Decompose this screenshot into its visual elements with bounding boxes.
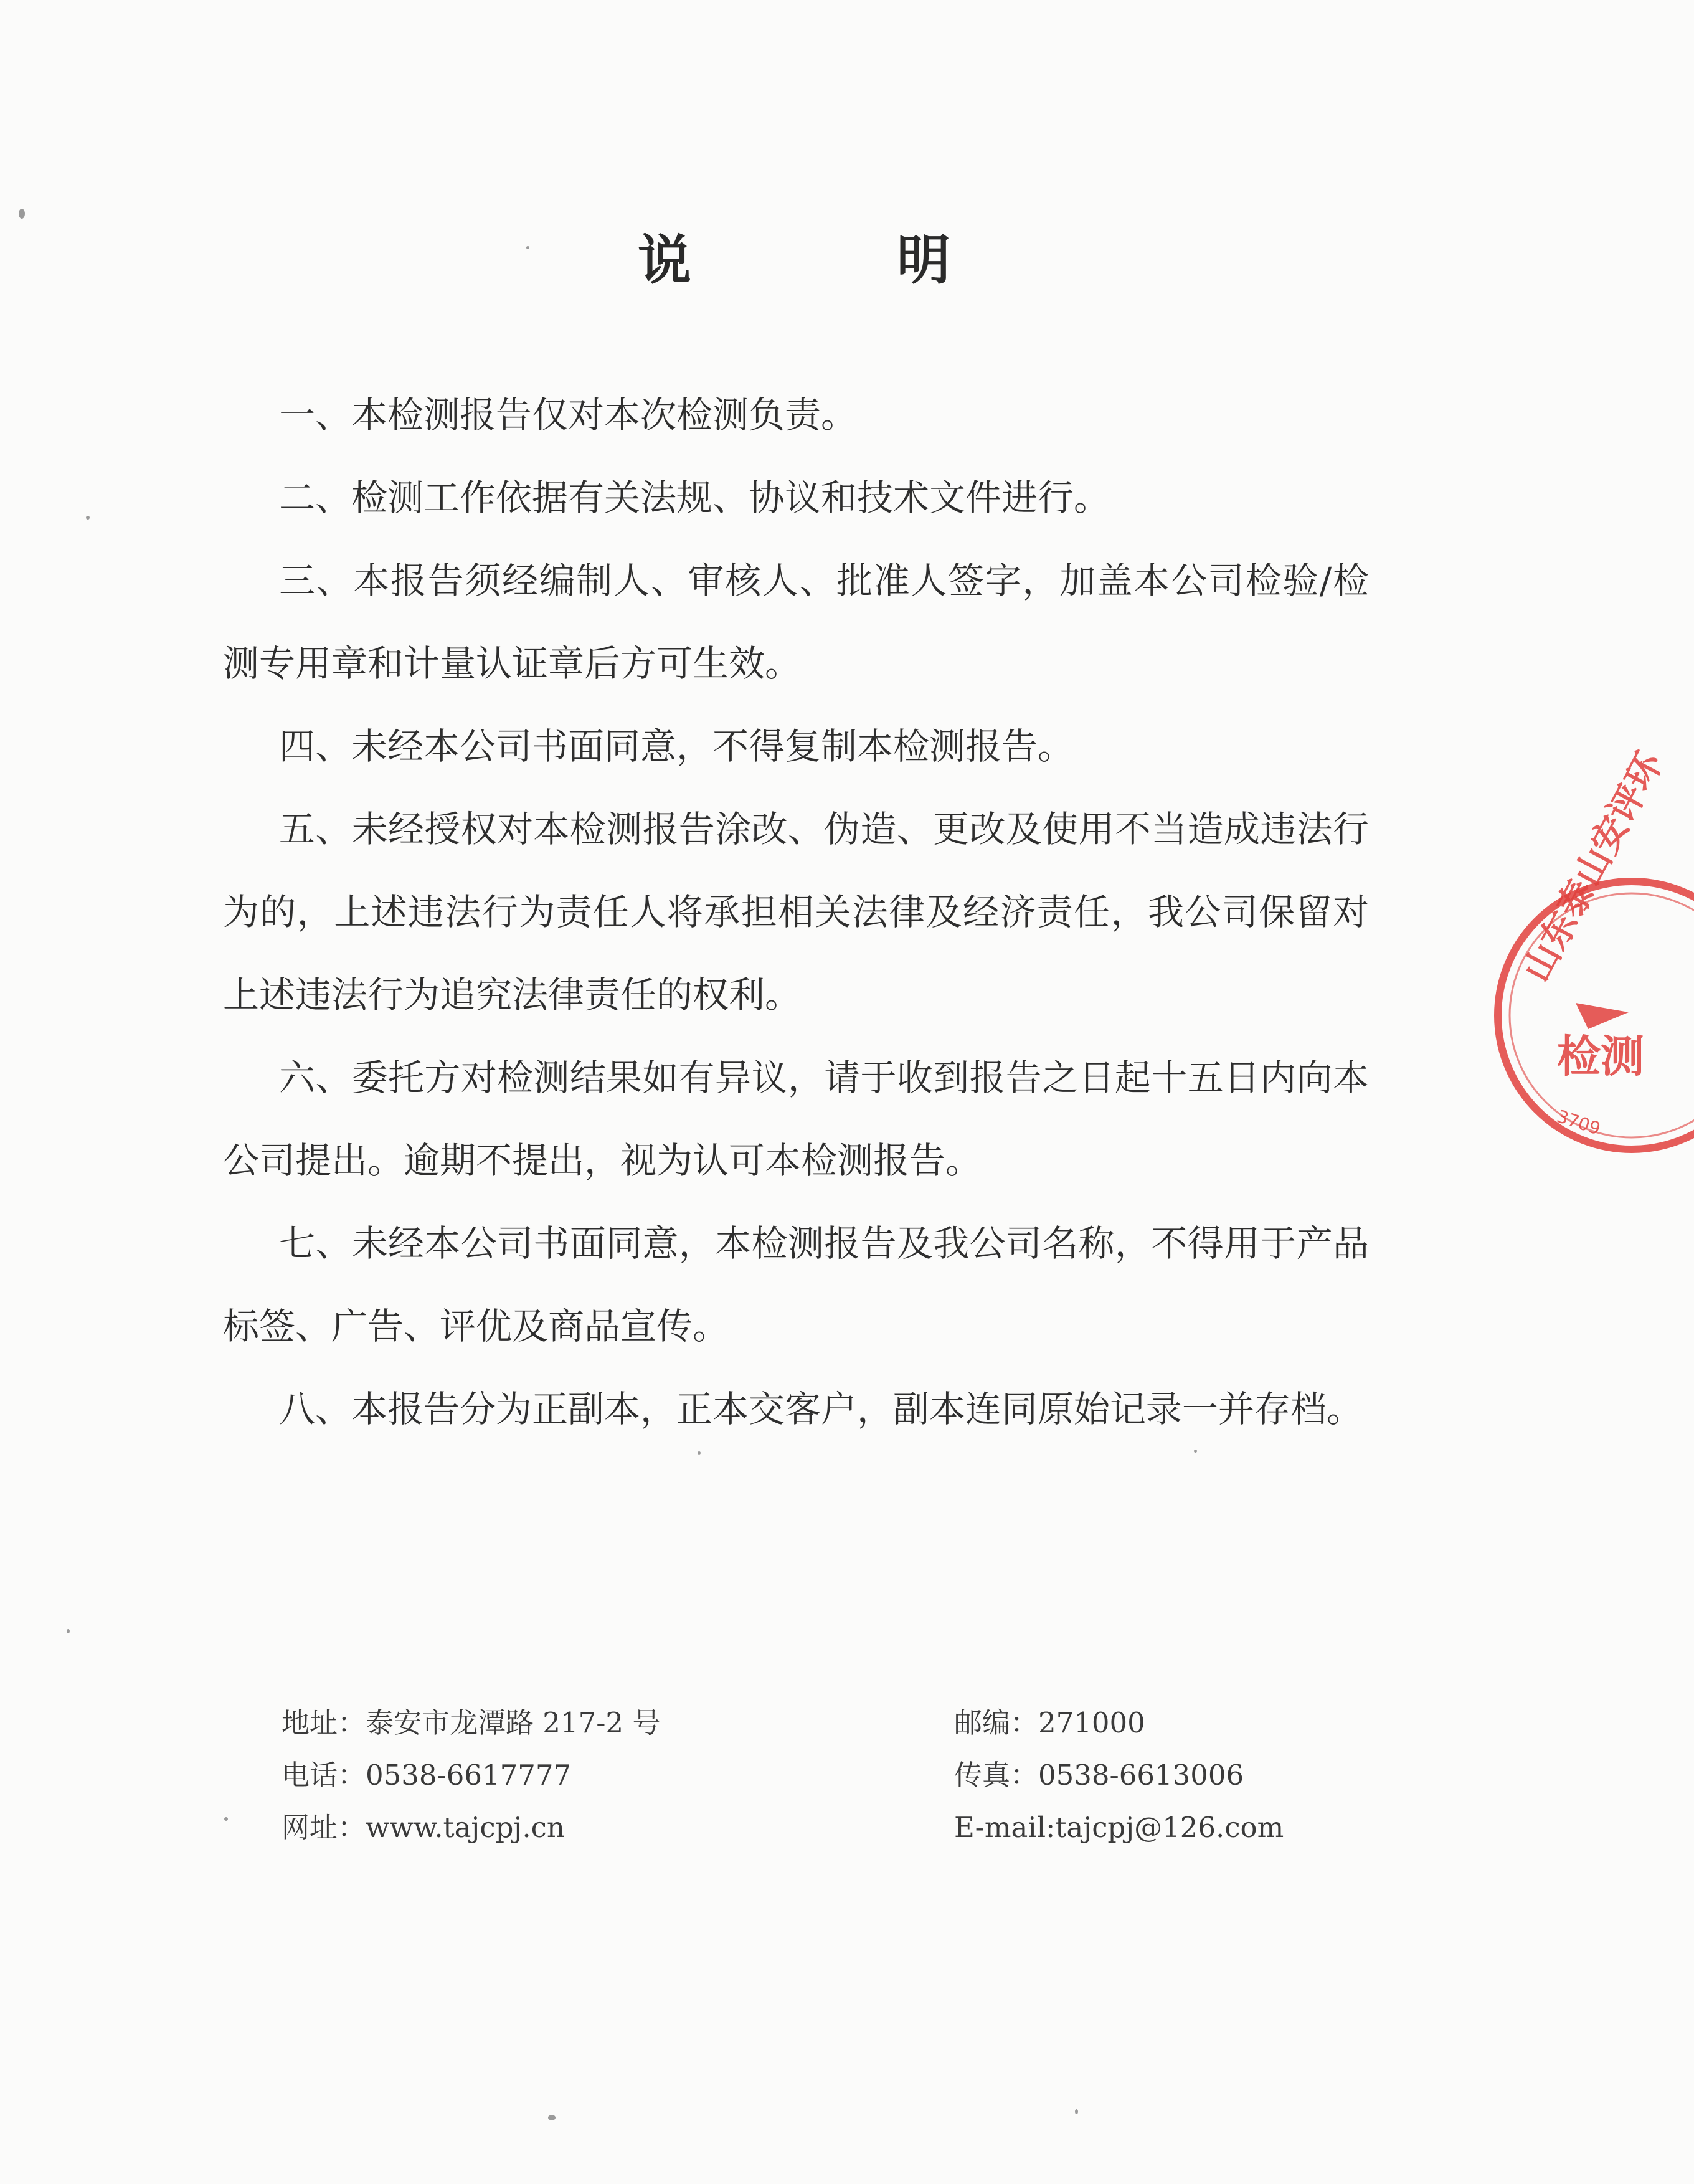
clause-3: 三、本报告须经编制人、审核人、批准人签字，加盖本公司检验/检测专用章和计量认证章后方可生效。 xyxy=(223,559,1369,685)
scan-speck xyxy=(19,209,25,219)
scan-speck xyxy=(698,1451,701,1455)
postcode-text: 邮编：271000 xyxy=(954,1706,1145,1739)
svg-text:3709: 3709 xyxy=(1554,1106,1603,1139)
fax-text: 传真：0538-6613006 xyxy=(954,1759,1244,1792)
address-text: 地址：泰安市龙潭路 217-2 号 xyxy=(282,1706,661,1739)
clause-7: 七、未经本公司书面同意，本检测报告及我公司名称，不得用于产品标签、广告、评优及商品宣传。 xyxy=(223,1222,1369,1347)
clause-4: 四、未经本公司书面同意，不得复制本检测报告。 xyxy=(279,725,1074,767)
scan-speck xyxy=(1194,1450,1197,1453)
company-seal-stamp xyxy=(1482,745,1694,1165)
website-link[interactable]: 网址：www.tajcpj.cn xyxy=(282,1811,565,1844)
svg-text:山东泰山安评环: 山东泰山安评环 xyxy=(1515,745,1671,989)
page-title: 说 明 xyxy=(638,229,1044,292)
contact-row xyxy=(282,1749,1353,1802)
contact-info xyxy=(282,1697,1353,1854)
clause-8: 八、本报告分为正副本，正本交客户，副本连同原始记录一并存档。 xyxy=(279,1388,1363,1430)
clause-2: 二、检测工作依据有关法规、协议和技术文件进行。 xyxy=(279,477,1110,519)
scan-speck xyxy=(67,1629,70,1633)
clause-list xyxy=(223,374,1369,1451)
scan-speck xyxy=(1075,2109,1078,2114)
svg-text:检测: 检测 xyxy=(1557,1031,1644,1082)
phone-text: 电话：0538-6617777 xyxy=(282,1759,572,1792)
scan-speck xyxy=(526,246,529,249)
contact-row xyxy=(282,1802,1353,1854)
scan-speck xyxy=(224,1817,228,1821)
scan-speck xyxy=(548,2115,556,2120)
clause-5: 五、未经授权对本检测报告涂改、伪造、更改及使用不当造成违法行为的，上述违法行为责任人将承担相关法律及经济责任，我公司保留对上述违法行为追究法律责任的权利。 xyxy=(223,808,1369,1016)
email-link[interactable]: E-mail:tajcpj@126.com xyxy=(954,1811,1284,1844)
contact-row xyxy=(282,1697,1353,1749)
clause-1: 一、本检测报告仅对本次检测负责。 xyxy=(279,394,858,436)
clause-6: 六、委托方对检测结果如有异议，请于收到报告之日起十五日内向本公司提出。逾期不提出，视为认可本检测报告。 xyxy=(223,1056,1369,1182)
scan-speck xyxy=(86,516,90,520)
